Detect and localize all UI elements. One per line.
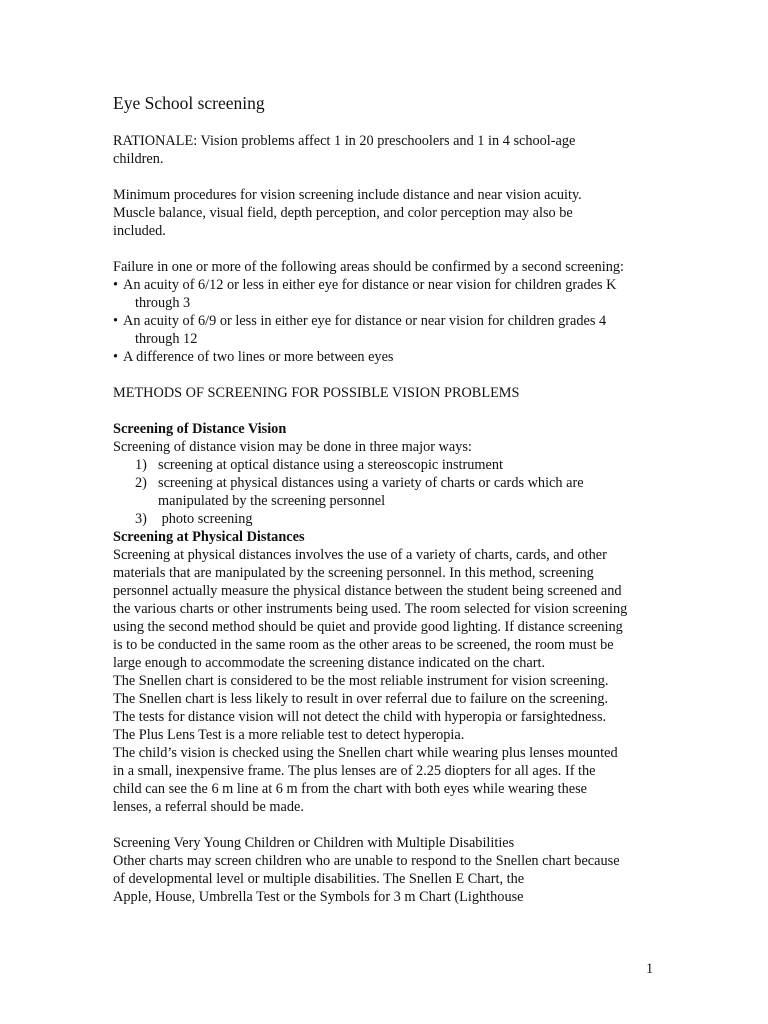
method-text-continuation: manipulated by the screening personnel bbox=[158, 493, 386, 509]
physical-distances-heading: Screening at Physical Distances bbox=[113, 529, 305, 545]
failure-list-item bbox=[113, 276, 673, 312]
method-list-item bbox=[113, 456, 673, 474]
method-list-item bbox=[113, 474, 673, 510]
body-text-line: large enough to accommodate the screening distance indicated on the chart. bbox=[113, 655, 546, 671]
method-text-line: screening at optical distance using a stereoscopic instrument bbox=[158, 457, 504, 473]
physical-distances-body bbox=[113, 546, 673, 816]
methods-heading: METHODS OF SCREENING FOR POSSIBLE VISION PROBLEMS bbox=[113, 385, 520, 401]
bullet-text-continuation: through 3 bbox=[135, 295, 191, 311]
minimum-procedures-paragraph: Minimum procedures for vision screening include distance and near vision acuity. Muscle balance, visual field, depth perception, and color perception may also be included. bbox=[113, 187, 582, 239]
distance-vision-heading: Screening of Distance Vision bbox=[113, 421, 287, 437]
failure-list bbox=[113, 276, 673, 366]
bullet-icon: • bbox=[113, 277, 119, 293]
bullet-icon: • bbox=[113, 349, 119, 365]
bullet-icon: • bbox=[113, 313, 119, 329]
body-text-line: The Snellen chart is less likely to result in over referral due to failure on the screening. bbox=[113, 691, 609, 707]
body-text-line: the various charts or other instruments being used. The room selected for vision screening bbox=[113, 601, 628, 617]
body-text-line: using the second method should be quiet and provide good lighting. If distance screening bbox=[113, 619, 623, 635]
failure-intro: Failure in one or more of the following areas should be confirmed by a second screening: bbox=[113, 259, 624, 275]
document-page bbox=[113, 92, 673, 906]
young-children-body bbox=[113, 852, 673, 906]
body-text-line: child can see the 6 m line at 6 m from the chart with both eyes while wearing these bbox=[113, 781, 588, 797]
bullet-text-line: An acuity of 6/9 or less in either eye for distance or near vision for children grades 4 bbox=[123, 313, 607, 329]
bullet-text-line: A difference of two lines or more between eyes bbox=[123, 349, 394, 365]
body-text-line: lenses, a referral should be made. bbox=[113, 799, 304, 815]
method-text-line: screening at physical distances using a variety of charts or cards which are bbox=[158, 475, 584, 491]
method-number: 1) bbox=[135, 457, 147, 473]
body-text-line: Other charts may screen children who are unable to respond to the Snellen chart because bbox=[113, 853, 620, 869]
body-text-line: The Snellen chart is considered to be the most reliable instrument for vision screening. bbox=[113, 673, 609, 689]
method-list-item bbox=[113, 510, 673, 528]
bullet-text-continuation: through 12 bbox=[135, 331, 198, 347]
distance-vision-intro: Screening of distance vision may be done in three major ways: bbox=[113, 439, 472, 455]
distance-methods-list bbox=[113, 456, 673, 528]
body-text-line: in a small, inexpensive frame. The plus lenses are of 2.25 diopters for all ages. If the bbox=[113, 763, 596, 779]
body-text-line: The Plus Lens Test is a more reliable test to detect hyperopia. bbox=[113, 727, 465, 743]
method-number: 3) bbox=[135, 511, 147, 527]
document-title: Eye School screening bbox=[113, 93, 265, 113]
body-text-line: personnel actually measure the physical distance between the student being screened and bbox=[113, 583, 622, 599]
rationale-paragraph: RATIONALE: Vision problems affect 1 in 20 preschoolers and 1 in 4 school-age children. bbox=[113, 133, 576, 167]
young-children-heading: Screening Very Young Children or Children with Multiple Disabilities bbox=[113, 835, 515, 851]
body-text-line: of developmental level or multiple disabilities. The Snellen E Chart, the bbox=[113, 871, 525, 887]
body-text-line: Apple, House, Umbrella Test or the Symbols for 3 m Chart (Lighthouse bbox=[113, 889, 524, 905]
body-text-line: The child’s vision is checked using the Snellen chart while wearing plus lenses mounted bbox=[113, 745, 618, 761]
failure-list-item bbox=[113, 348, 673, 366]
body-text-line: The tests for distance vision will not detect the child with hyperopia or farsightedness. bbox=[113, 709, 607, 725]
body-text-line: Screening at physical distances involves the use of a variety of charts, cards, and other bbox=[113, 547, 607, 563]
method-text-line: photo screening bbox=[158, 511, 253, 527]
body-text-line: materials that are manipulated by the screening personnel. In this method, screening bbox=[113, 565, 594, 581]
method-number: 2) bbox=[135, 475, 147, 491]
bullet-text-line: An acuity of 6/12 or less in either eye for distance or near vision for children grades K bbox=[123, 277, 617, 293]
body-text-line: is to be conducted in the same room as the other areas to be screened, the room must be bbox=[113, 637, 614, 653]
failure-list-item bbox=[113, 312, 673, 348]
page-number: 1 bbox=[646, 961, 654, 977]
